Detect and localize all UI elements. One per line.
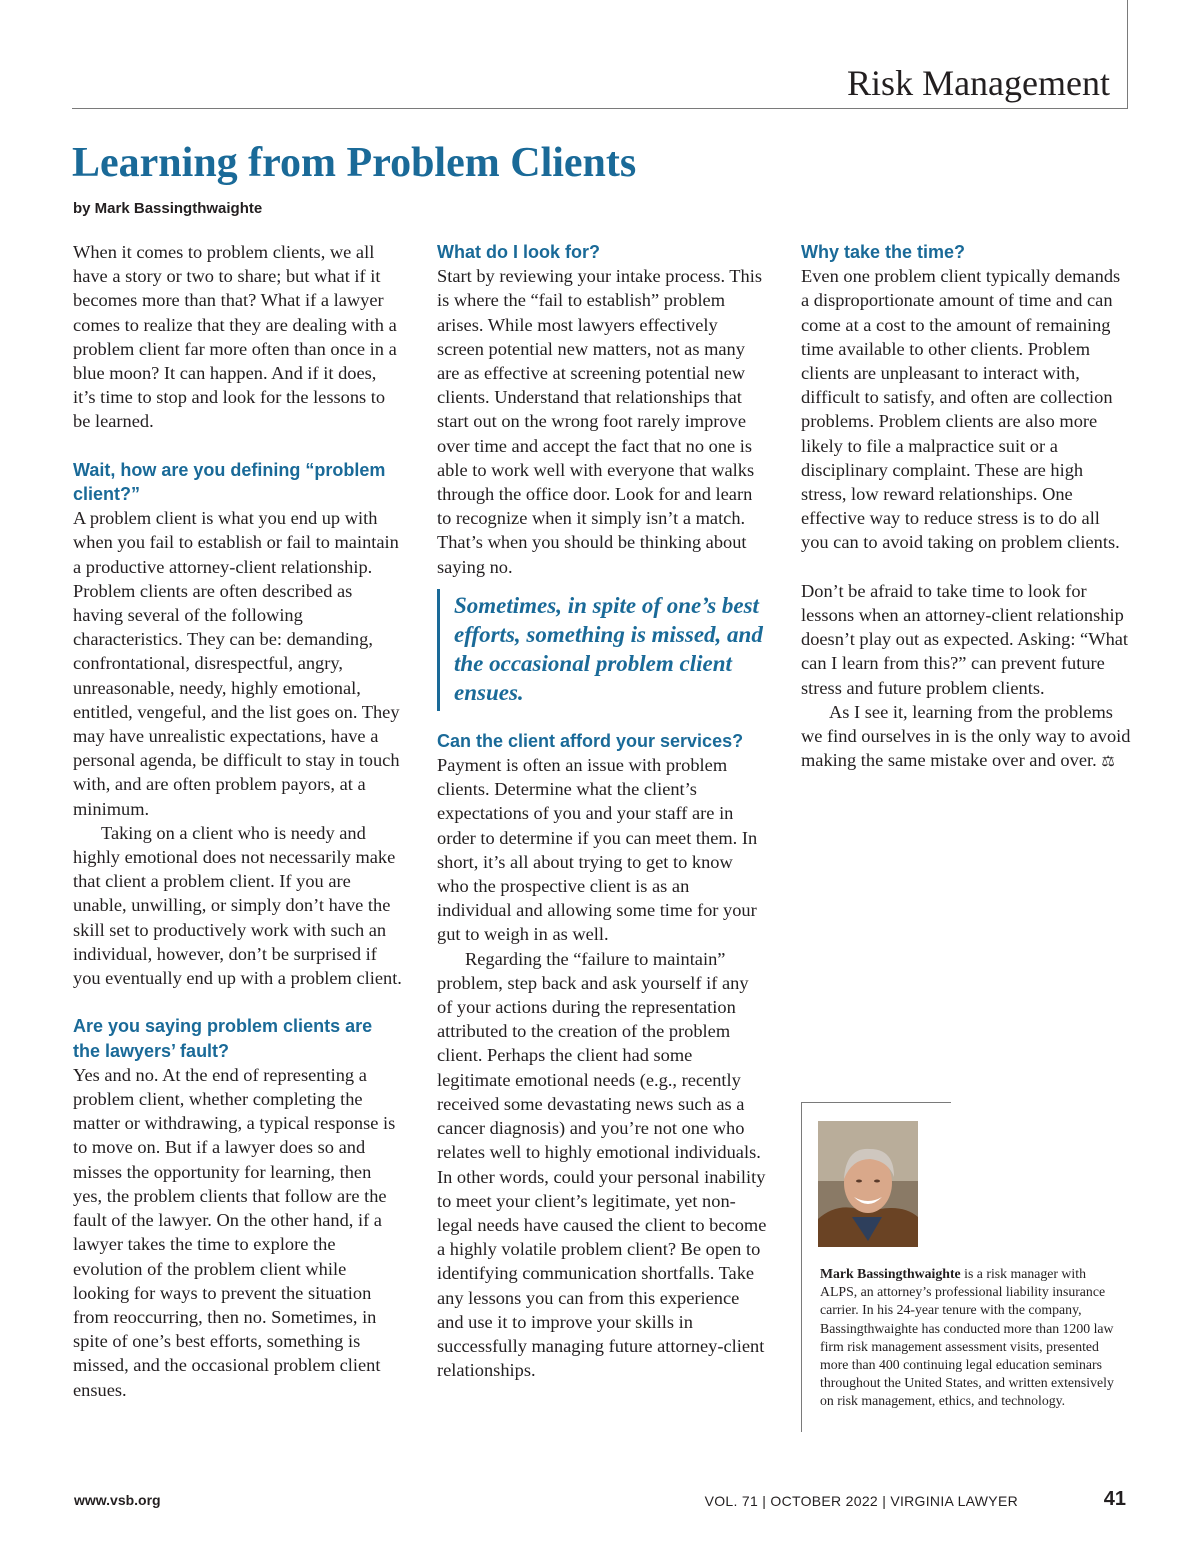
footer-url: www.vsb.org: [74, 1492, 161, 1508]
paragraph: Regarding the “failure to maintain” problem, step back and ask yourself if any of your actions during the representation attributed to the creation of the problem client. Perhaps the client had some legitimate emotional needs (e.g., recently received some devastating news such as a cancer diagnosis) and you’re not one who relates well to highly emotional individuals. In other words, could your personal inability to meet your client’s legitimate, yet non-legal needs have caused the client to become a highly volatile problem client? Be open to identifying communication shortfalls. Take any lessons you can from this experience and use it to improve your skills in successfully managing future attorney-client relationships.: [437, 948, 767, 1381]
paragraph: Even one problem client typically demands a disproportionate amount of time and can come at a cost to the amount of remaining time available to other clients. Problem clients are unpleasant to interact with, difficult to satisfy, and often are collection problems. Problem clients are also more likely to file a malpractice suit or a disciplinary complaint. These are high stress, low reward relationships. One effective way to reduce stress is to do all you can to avoid taking on problem clients.: [801, 266, 1121, 553]
paragraph: Taking on a client who is needy and highly emotional does not necessarily make that client a problem client. If you are unable, unwilling, or simply don’t have the skill set to productively work with such an individual, however, don’t be surprised if you eventually end up with a problem client.: [73, 822, 402, 989]
footer-issue: VOL. 71 | OCTOBER 2022 | VIRGINIA LAWYER: [704, 1493, 1018, 1509]
author-portrait-image: [818, 1121, 918, 1247]
author-bio-text: is a risk manager with ALPS, an attorney’s professional liability insurance carrier. In his 24-year tenure with the company, Bassingthwaighte has conducted more than 1200 law firm risk management assessment visits, presented more than 400 continuing legal education seminars throughout the United States, and written extensively on risk management, ethics, and technology.: [820, 1266, 1114, 1409]
column-1: [73, 240, 403, 1402]
paragraph: Yes and no. At the end of representing a problem client, whether completing the matter or withdrawing, a typical response is to move on. But if a lawyer does so and misses the opportunity for learning, then yes, the problem clients that follow are the fault of the lawyer. On the other hand, if a lawyer takes the time to explore the evolution of the problem client while looking for ways to prevent the situation from reoccurring, then no. Sometimes, in spite of one’s best efforts, something is missed, and the occasional problem client ensues.: [73, 1064, 396, 1400]
header-vertical-rule: [1127, 0, 1128, 109]
intro-paragraph: When it comes to problem clients, we all have a story or two to share; but what if it becomes more than that? What if a lawyer comes to realize that they are dealing with a problem client far more often than once in a blue moon? It can happen. And if it does, it’s time to stop and look for the lessons to be learned.: [73, 242, 397, 432]
bio-box-left-rule: [801, 1102, 802, 1432]
column-2: [437, 240, 767, 1382]
pull-quote: Sometimes, in spite of one’s best efforts, something is missed, and the occasional problem client ensues.: [437, 589, 767, 711]
paragraph: A problem client is what you end up with when you fail to establish or fail to maintain a productive attorney-client relationship. Problem clients are often described as having several of the following characteristics. They can be: demanding, confrontational, disrespectful, angry, unreasonable, needy, highly emotional, entitled, vengeful, and the list goes on. They may have unrealistic expectations, have a personal agenda, be difficult to stay in touch with, and are often problem payors, at a minimum.: [73, 508, 400, 819]
byline: by Mark Bassingthwaighte: [73, 200, 263, 217]
author-name: Mark Bassingthwaighte: [820, 1266, 961, 1281]
paragraph: Payment is often an issue with problem clients. Determine what the client’s expectations of you and your staff are in order to determine if you can meet them. In short, it’s all about trying to get to know who the prospective client is as an individual and allowing some time for your gut to weigh in as well.: [437, 755, 758, 945]
header-rule: [72, 108, 1128, 109]
heading-why-take-time: Why take the time?: [801, 242, 966, 262]
section-title: Risk Management: [847, 63, 1110, 103]
closing-paragraph: [801, 700, 1131, 775]
column-3: [801, 240, 1131, 774]
heading-defining-problem-client: Wait, how are you defining “problem client?”: [73, 459, 386, 505]
article-title: Learning from Problem Clients: [72, 140, 637, 186]
paragraph: Don’t be afraid to take time to look for lessons when an attorney-client relationship doesn’t play out as expected. Asking: “What can I learn from this?” can prevent future stress and future problem clients.: [801, 580, 1129, 698]
bio-box-top-rule: [801, 1102, 951, 1103]
author-bio: [820, 1265, 1125, 1411]
author-photo: [818, 1121, 918, 1247]
page-number: 41: [1103, 1488, 1126, 1510]
closing-text: As I see it, learning from the problems we find ourselves in is the only way to avoid making the same mistake over and over.: [801, 701, 1131, 771]
heading-lawyers-fault: Are you saying problem clients are the lawyers’ fault?: [73, 1016, 373, 1061]
heading-afford-services: Can the client afford your services?: [437, 730, 744, 751]
scales-end-mark-icon: ⚖: [1101, 754, 1115, 771]
heading-what-to-look-for: What do I look for?: [437, 242, 600, 262]
paragraph: Start by reviewing your intake process. This is where the “fail to establish” problem arises. While most lawyers effectively screen potential new matters, not as many are as effective at screening potential new clients. Understand that relationships that start out on the wrong foot rarely improve over time and accept the fact that no one is able to work well with everyone that walks through the office door. Look for and learn to recognize when it simply isn’t a match. That’s when you should be thinking about saying no.: [437, 266, 763, 577]
